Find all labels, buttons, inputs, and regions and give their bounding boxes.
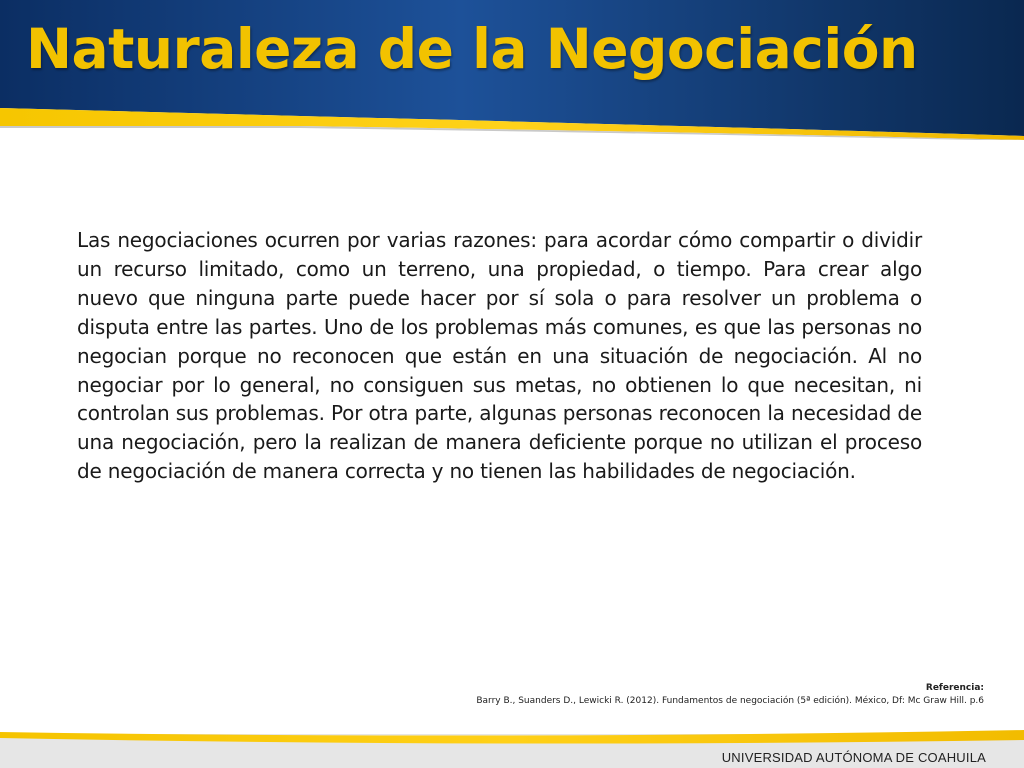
footer-bar [0, 728, 1024, 768]
header-banner [0, 0, 1024, 140]
reference-citation: Barry B., Suanders D., Lewicki R. (2012). Fundamentos de negociación (5ª edición). México, Df: Mc Graw Hill. p.6 [476, 696, 984, 706]
slide-title: Naturaleza de la Negociación [26, 17, 918, 81]
reference-block [476, 682, 984, 708]
body-paragraph: Las negociaciones ocurren por varias razones: para acordar cómo compartir o dividir un recurso limitado, como un terreno, una propiedad, o tiempo. Para crear algo nuevo que ninguna parte puede hacer por sí sola o para resolver un problema o disputa entre las partes. Uno de los problemas más comunes, es que las personas no negocian porque no reconocen que están en una situación de negociación. Al no negociar por lo general, no consiguen sus metas, no obtienen lo que necesitan, ni controlan sus problemas. Por otra parte, algunas personas reconocen la necesidad de una negociación, pero la realizan de manera deficiente porque no utilizan el proceso de negociación de manera correcta y no tienen las habilidades de negociación. [77, 228, 922, 484]
footer-institution: UNIVERSIDAD AUTÓNOMA DE COAHUILA [721, 750, 986, 765]
reference-label: Referencia: [925, 683, 984, 693]
